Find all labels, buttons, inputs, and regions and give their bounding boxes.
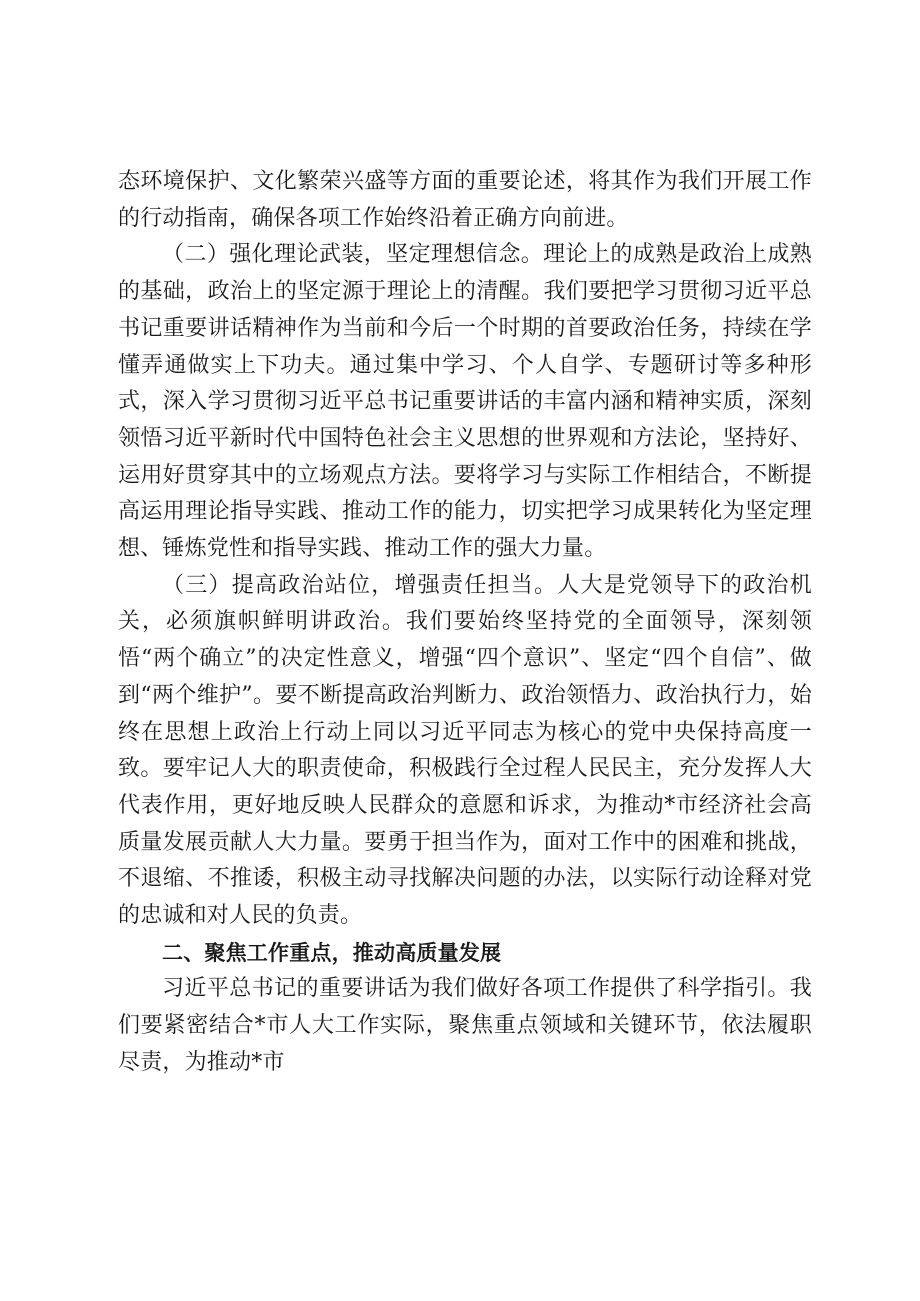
paragraph-section-intro: 习近平总书记的重要讲话为我们做好各项工作提供了科学指引。我们要紧密结合*市人大工作实际，聚焦重点领域和关键环节，依法履职尽责，为推动*市 — [118, 976, 812, 1075]
paragraph-political-stance: （三）提高政治站位，增强责任担当。人大是党领导下的政治机关，必须旗帜鲜明讲政治。我们要始终坚持党的全面领导，深刻领悟“两个确立”的决定性意义，增强“四个意识”、坚定“四个自信”、做到“两个维护”。要不断提高政治判断力、政治领悟力、政治执行力，始终在思想上政治上行动上同以习近平同志为核心的党中央保持高度一致。要牢记人大的职责使命，积极践行全过程人民民主，充分发挥人大代表作用，更好地反映人民群众的意愿和诉求，为推动*市经济社会高质量发展贡献人大力量。要勇于担当作为，面对工作中的困难和挑战，不退缩、不推诿，积极主动寻找解决问题的办法，以实际行动诠释对党的忠诚和对人民的负责。 — [118, 572, 812, 929]
paragraph-continuation: 态环境保护、文化繁荣兴盛等方面的重要论述，将其作为我们开展工作的行动指南，确保各项工作始终沿着正确方向前进。 — [118, 169, 812, 231]
document-body — [118, 164, 812, 1082]
section-heading: 二、聚焦工作重点，推动高质量发展 — [162, 940, 502, 965]
paragraph-strengthen-theory: （二）强化理论武装，坚定理想信念。理论上的成熟是政治上成熟的基础，政治上的坚定源于理论上的清醒。我们要把学习贯彻习近平总书记重要讲话精神作为当前和今后一个时期的首要政治任务，持续在学懂弄通做实上下功夫。通过集中学习、个人自学、专题研讨等多种形式，深入学习贯彻习近平总书记重要讲话的丰富内涵和精神实质，深刻领悟习近平新时代中国特色社会主义思想的世界观和方法论，坚持好、运用好贯穿其中的立场观点方法。要将学习与实际工作相结合，不断提高运用理论指导实践、推动工作的能力，切实把学习成果转化为坚定理想、锤炼党性和指导实践、推动工作的强大力量。 — [118, 242, 812, 562]
